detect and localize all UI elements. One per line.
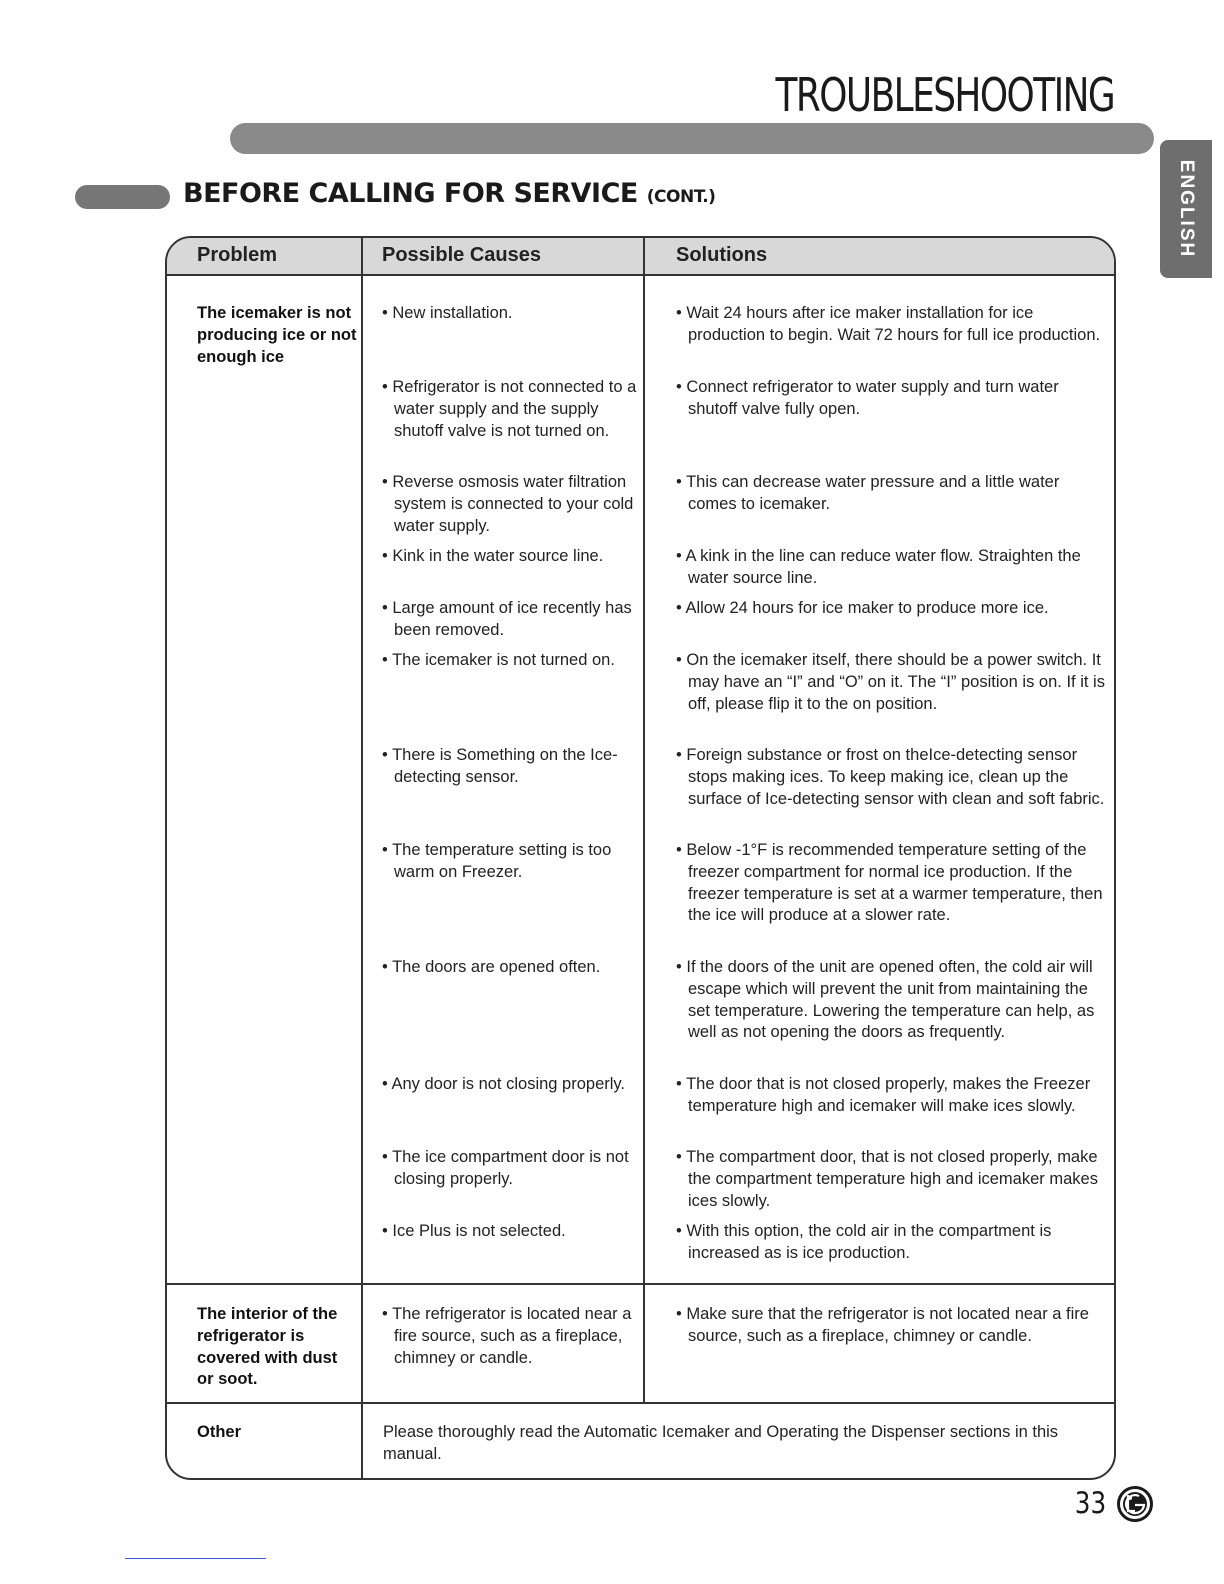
cause-cell: • The icemaker is not turned on. bbox=[382, 651, 615, 669]
page-number: 33 bbox=[1074, 1486, 1107, 1520]
solution-cell: • If the doors of the unit are opened often, the cold air will escape which will prevent the unit from maintaining the set temperature. Lowering the temperature can help, as well as not opening the doors as frequently. bbox=[676, 958, 1095, 1042]
cause-cell: • Any door is not closing properly. bbox=[382, 1075, 626, 1093]
solution-cell: • Make sure that the refrigerator is not located near a fire source, such as a fireplace, chimney or candle. bbox=[676, 1305, 1089, 1345]
page-title: TROUBLESHOOTING bbox=[775, 68, 1114, 122]
cause-cell: • There is Something on the Ice-detecting sensor. bbox=[382, 746, 618, 786]
cause-cell: • Kink in the water source line. bbox=[382, 547, 604, 565]
solution-cell: • On the icemaker itself, there should be a power switch. It may have an “I” and “O” on it. The “I” position is on. If it is off, please flip it to the on position. bbox=[676, 651, 1105, 713]
solution-cell: • Below -1°F is recommended temperature setting of the freezer compartment for normal ice production. If the freezer temperature is set at a warmer temperature, then the ice will produce at a slower rate. bbox=[676, 841, 1103, 925]
column-header-causes: Possible Causes bbox=[382, 244, 541, 266]
section-title-suffix: (CONT.) bbox=[646, 187, 716, 207]
cause-cell: • Large amount of ice recently has been removed. bbox=[382, 599, 632, 639]
cause-cell: • New installation. bbox=[382, 304, 513, 322]
cause-cell: • The ice compartment door is not closing properly. bbox=[382, 1148, 629, 1188]
cause-cell: • Refrigerator is not connected to a water supply and the supply shutoff valve is not turned on. bbox=[382, 378, 637, 440]
section-pill bbox=[75, 185, 170, 209]
solution-cell: • This can decrease water pressure and a little water comes to icemaker. bbox=[676, 473, 1060, 513]
cause-cell: • Reverse osmosis water filtration system is connected to your cold water supply. bbox=[382, 473, 634, 535]
language-tab bbox=[1160, 140, 1212, 278]
solution-cell: • The compartment door, that is not closed properly, make the compartment temperature high and icemaker makes ices slowly. bbox=[676, 1148, 1098, 1210]
column-header-solutions: Solutions bbox=[676, 244, 768, 266]
problem-cell-other: Other bbox=[197, 1423, 242, 1441]
row-divider bbox=[167, 1402, 1114, 1404]
footer-link-line bbox=[125, 1558, 266, 1559]
problem-cell: The icemaker is not producing ice or not enough ice bbox=[197, 304, 357, 366]
cause-cell: • The refrigerator is located near a fire source, such as a fireplace, chimney or candle. bbox=[382, 1305, 632, 1367]
troubleshooting-table bbox=[165, 236, 1116, 1480]
solution-cell: • A kink in the line can reduce water flow. Straighten the water source line. bbox=[676, 547, 1081, 587]
other-text: Please thoroughly read the Automatic Icemaker and Operating the Dispenser sections in this manual. bbox=[383, 1423, 1059, 1463]
title-bar bbox=[230, 123, 1154, 154]
cause-cell: • The doors are opened often. bbox=[382, 958, 601, 976]
solution-cell: • Foreign substance or frost on theIce-detecting sensor stops making ices. To keep making ice, clean up the surface of Ice-detecting sensor with clean and soft fabric. bbox=[676, 746, 1105, 808]
row-divider bbox=[167, 1283, 1114, 1285]
problem-cell: The interior of the refrigerator is covered with dust or soot. bbox=[197, 1305, 338, 1389]
solution-cell: • Connect refrigerator to water supply and turn water shutoff valve fully open. bbox=[676, 378, 1059, 418]
section-title bbox=[183, 178, 715, 209]
solution-cell: • With this option, the cold air in the compartment is increased as is ice production. bbox=[676, 1222, 1052, 1262]
table-header-row bbox=[167, 238, 1114, 276]
column-divider bbox=[361, 238, 363, 1480]
language-tab-label: ENGLISH bbox=[1176, 159, 1198, 259]
cause-cell: • The temperature setting is too warm on Freezer. bbox=[382, 841, 612, 881]
solution-cell: • Wait 24 hours after ice maker installation for ice production to begin. Wait 72 hours for full ice production. bbox=[676, 304, 1101, 344]
cause-cell: • Ice Plus is not selected. bbox=[382, 1222, 566, 1240]
solution-cell: • Allow 24 hours for ice maker to produce more ice. bbox=[676, 599, 1049, 617]
solution-cell: • The door that is not closed properly, makes the Freezer temperature high and icemaker will make ices slowly. bbox=[676, 1075, 1091, 1115]
lg-logo-icon bbox=[1117, 1486, 1153, 1522]
column-header-problem: Problem bbox=[197, 244, 278, 266]
section-title-text: BEFORE CALLING FOR SERVICE bbox=[183, 178, 638, 209]
